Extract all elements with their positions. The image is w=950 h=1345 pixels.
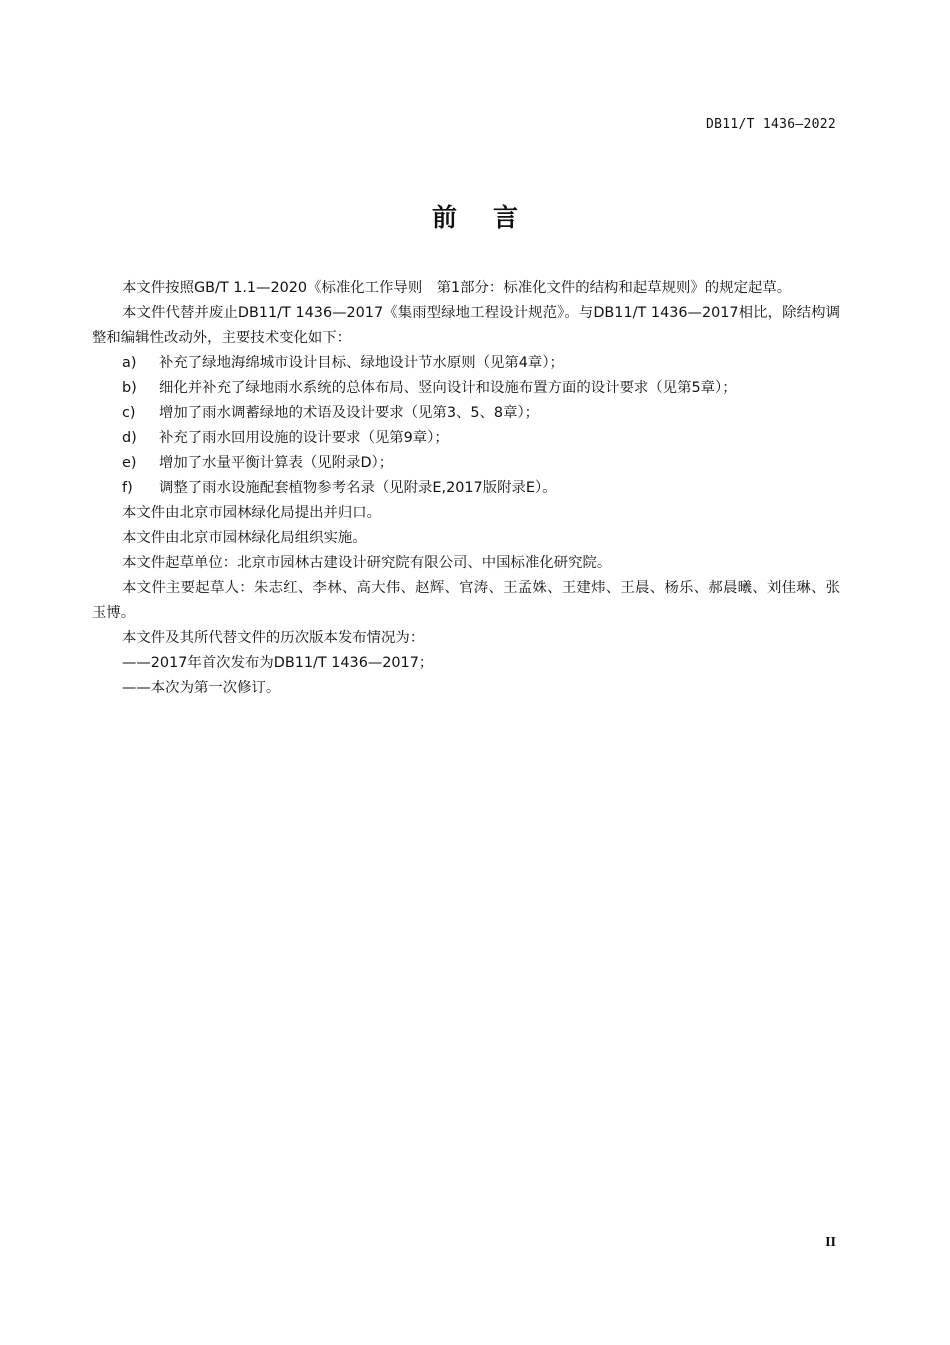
list-item-text: 细化并补充了绿地雨水系统的总体布局、竖向设计和设施布置方面的设计要求（见第5章）； [159, 380, 737, 396]
paragraph: 本文件及其所代替文件的历次版本发布情况为： [122, 630, 425, 646]
list-item [92, 451, 840, 476]
list-item-text: 补充了绿地海绵城市设计目标、绿地设计节水原则（见第4章）； [159, 355, 564, 371]
list-item-label: a) [122, 355, 137, 371]
list-item-label: e) [122, 455, 137, 471]
list-item-text: 增加了水量平衡计算表（见附录D）； [159, 455, 394, 471]
history-item: ——2017年首次发布为DB11/T 1436—2017； [122, 655, 434, 671]
paragraph: 本文件按照GB/T 1.1—2020《标准化工作导则 第1部分：标准化文件的结构和起草规则》的规定起草。 [122, 280, 792, 296]
foreword-body [92, 276, 840, 701]
list-item [92, 426, 840, 451]
list-item-label: b) [122, 380, 137, 396]
page-title: 前言 [431, 203, 554, 232]
list-item-text: 补充了雨水回用设施的设计要求（见第9章）； [159, 430, 449, 446]
list-item-label: f) [122, 480, 133, 496]
list-item [92, 351, 840, 376]
paragraph: 本文件代替并废止DB11/T 1436—2017《集雨型绿地工程设计规范》。与DB11/T 1436—2017相比，除结构调整和编辑性改动外，主要技术变化如下： [92, 305, 840, 346]
paragraph: 本文件起草单位：北京市园林古建设计研究院有限公司、中国标准化研究院。 [122, 555, 612, 571]
standard-code: DB11/T 1436—2022 [705, 117, 836, 132]
history-item: ——本次为第一次修订。 [122, 680, 281, 696]
paragraph: 本文件由北京市园林绿化局组织实施。 [122, 530, 367, 546]
paragraph: 本文件由北京市园林绿化局提出并归口。 [122, 505, 382, 521]
list-item [92, 476, 840, 501]
paragraph: 本文件主要起草人：朱志红、李林、高大伟、赵辉、官涛、王孟姝、王建炜、王晨、杨乐、郝晨曦、刘佳琳、张玉博。 [92, 580, 840, 621]
list-item-text: 调整了雨水设施配套植物参考名录（见附录E,2017版附录E）。 [159, 480, 557, 496]
list-item-text: 增加了雨水调蓄绿地的术语及设计要求（见第3、5、8章）； [159, 405, 540, 421]
page-number: II [825, 1235, 836, 1250]
list-item [92, 376, 840, 401]
list-item [92, 401, 840, 426]
list-item-label: d) [122, 430, 137, 446]
list-item-label: c) [122, 405, 136, 421]
